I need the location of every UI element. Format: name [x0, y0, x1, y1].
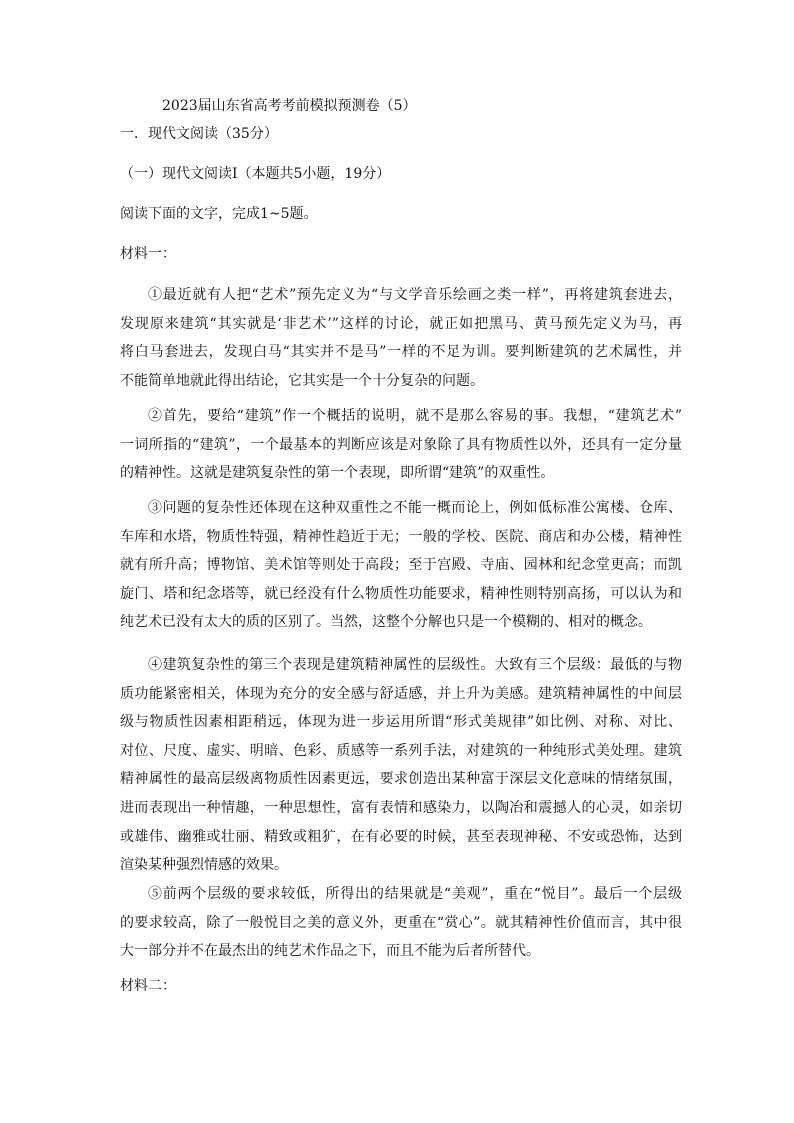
subsection-heading-reading-1: （一）现代文阅读Ⅰ（本题共5小题，19分）: [120, 166, 391, 182]
paragraph-line: 旋门、塔和纪念塔等，就已经没有什么物质性功能要求，精神性则特别高扬，可以认为和: [120, 585, 682, 602]
paragraph-line: ②首先，要给“建筑”作一个概括的说明，就不是那么容易的事。我想，“建筑艺术”: [148, 408, 682, 424]
paragraph-line: ④建筑复杂性的第三个表现是建筑精神属性的层级性。大致有三个层级：最低的与物: [148, 657, 682, 673]
paragraph-line: 大一部分并不在最杰出的纯艺术作品之下，而且不能为后者所替代。: [120, 943, 540, 960]
section-heading-modern-reading: 一．现代文阅读（35分）: [120, 126, 278, 142]
paragraph-line: 纯艺术已没有太大的质的区别了。当然，这整个分解也只是一个模糊的、相对的概念。: [120, 614, 652, 631]
paragraph-line: 精神属性的最高层级离物质性因素更远，要求创造出某种富于深层文化意味的情绪氛围，: [120, 771, 682, 788]
paragraph-2: [120, 402, 682, 488]
paragraph-line: 车库和水塔，物质性特强，精神性趋近于无；一般的学校、医院、商店和办公楼，精神性: [120, 528, 682, 545]
paragraph-line: ③问题的复杂性还体现在这种双重性之不能一概而论上，例如低标准公寓楼、仓库、: [148, 500, 682, 516]
paragraph-line: 渲染某种强烈情感的效果。: [120, 857, 288, 874]
paragraph-line: 对位、尺度、虚实、明暗、色彩、质感等一系列手法，对建筑的一种纯形式美处理。建筑: [120, 742, 682, 759]
paragraph-5: [120, 880, 682, 966]
paragraph-line: 将白马套进去，发现白马“其实并不是马”一样的不足为训。要判断建筑的艺术属性，并: [120, 344, 682, 361]
paragraph-line: 就有所升高；博物馆、美术馆等则处于高段；至于宫殿、寺庙、园林和纪念堂更高；而凯: [120, 557, 682, 574]
reading-instruction: 阅读下面的文字，完成1~5题。: [120, 206, 318, 222]
exam-title: 2023届山东省高考考前模拟预测卷（5）: [162, 98, 417, 114]
paragraph-line: ①最近就有人把“艺术”预先定义为“与文学音乐绘画之类一样”，再将建筑套进去，: [148, 287, 682, 303]
material-1-label: 材料一：: [120, 246, 176, 262]
paragraph-line: ⑤前两个层级的要求较低，所得出的结果就是“美观”，重在“悦目”。最后一个层级: [148, 886, 682, 902]
paragraph-line: 发现原来建筑“其实就是‘非艺术’”这样的讨论，就正如把黑马、黄马预先定义为马，再: [120, 315, 682, 332]
paragraph-3: [120, 494, 682, 637]
material-2-label: 材料二：: [120, 978, 176, 994]
paragraph-1: [120, 281, 682, 395]
paragraph-line: 一词所指的“建筑”，一个最基本的判断应该是对象除了具有物质性以外，还具有一定分量: [120, 436, 682, 453]
paragraph-line: 进而表现出一种情趣，一种思想性，富有表情和感染力，以陶冶和震撼人的心灵，如亲切: [120, 799, 682, 816]
paragraph-line: 的精神性。这就是建筑复杂性的第一个表现，即所谓“建筑”的双重性。: [120, 465, 555, 482]
paragraph-4: [120, 651, 682, 880]
paragraph-line: 的要求较高，除了一般悦目之美的意义外，更重在“赏心”。就其精神性价值而言，其中很: [120, 914, 682, 931]
paragraph-line: 质功能紧密相关，体现为充分的安全感与舒适感，并上升为美感。建筑精神属性的中间层: [120, 685, 682, 702]
paragraph-line: 不能简单地就此得出结论，它其实是一个十分复杂的问题。: [120, 372, 484, 389]
paragraph-line: 级与物质性因素相距稍远，体现为进一步运用所谓“形式美规律”如比例、对称、对比、: [120, 714, 682, 731]
paragraph-line: 或雄伟、幽雅或壮丽、精致或粗犷，在有必要的时候，甚至表现神秘、不安或恐怖，达到: [120, 828, 682, 845]
